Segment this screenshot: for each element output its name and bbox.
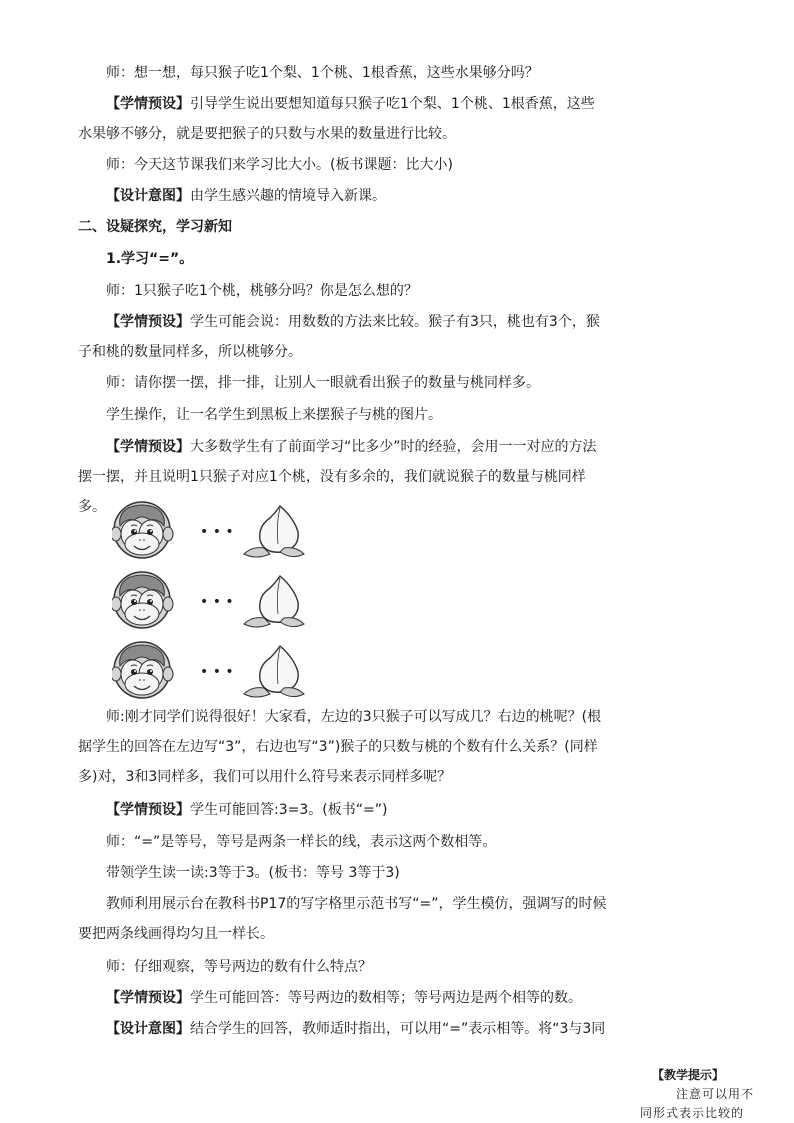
monkey-peach-illustration [112, 498, 312, 704]
paragraph [78, 307, 608, 367]
paragraph-text: 结合学生的回答，教师适时指出，可以用“=”表示相等。将“3与3同 [190, 1021, 606, 1037]
tag-label: 【设计意图】 [106, 1021, 190, 1037]
paragraph-text: 学生可能回答：等号两边的数相等；等号两边是两个相等的数。 [190, 990, 582, 1006]
connector-dots: • • • [200, 524, 234, 540]
paragraph-text: 学生可能会说：用数数的方法来比较。猴子有3只，桃也有3个，猴子和桃的数量同样多，所以桃够分。 [78, 314, 600, 360]
sidebar-text: 注意可以用不 [676, 1087, 755, 1101]
teaching-tip-sidebar [640, 1066, 770, 1123]
row-2 [112, 572, 304, 628]
paragraph: 师：想一想，每只猴子吃1个梨、1个桃、1根香蕉，这些水果够分吗？ [106, 65, 539, 81]
tag-label: 【学情预设】 [106, 990, 190, 1006]
paragraph: 师：1只猴子吃1个桃，桃够分吗？你是怎么想的？ [106, 283, 418, 299]
paragraph-text: 由学生感兴趣的情境导入新课。 [190, 188, 386, 204]
tag-label: 【设计意图】 [106, 188, 190, 204]
paragraph: 师：仔细观察，等号两边的数有什么特点？ [106, 959, 372, 975]
row-1 [112, 502, 304, 558]
paragraph-text: 大多数学生有了前面学习“比多少”时的经验，会用一一对应的方法摆一摆，并且说明1只猴子对应1个桃，没有多余的，我们就说猴子的数量与桃同样多。 [78, 439, 597, 515]
section-heading: 二、设疑探究，学习新知 [78, 219, 232, 235]
paragraph-text: 引导学生说出要想知道每只猴子吃1个梨、1个桃、1根香蕉，这些水果够不够分，就是要把猴子的只数与水果的数量进行比较。 [78, 96, 595, 142]
subsection-heading: 1.学习“=”。 [106, 251, 194, 267]
paragraph [78, 983, 608, 1013]
paragraph-text: 学生可能回答:3=3。(板书“=”) [190, 802, 388, 818]
paragraph: 师:刚才同学们说得很好！大家看，左边的3只猴子可以写成几？右边的桃呢？(根据学生的回答在左边写“3”，右边也写“3”)猴子的只数与桃的个数有什么关系？(同样多)对，3和3同样多，我们可以用什么符号来表示同样多呢？ [78, 709, 602, 785]
paragraph: 师：请你摆一摆，排一排，让别人一眼就看出猴子的数量与桃同样多。 [106, 375, 540, 391]
sidebar-text: 同形式表示比较的 [640, 1106, 745, 1120]
paragraph: 教师利用展示台在教科书P17的写字格里示范书写“=”，学生模仿，强调写的时候要把两条线画得均匀且一样长。 [78, 896, 607, 942]
paragraph [78, 181, 608, 211]
paragraph: 学生操作，让一名学生到黑板上来摆猴子与桃的图片。 [106, 407, 442, 423]
paragraph: 师：今天这节课我们来学习比大小。(板书课题：比大小) [106, 157, 453, 173]
tag-label: 【学情预设】 [106, 439, 190, 455]
tag-label: 【学情预设】 [106, 96, 190, 112]
tag-label: 【学情预设】 [106, 802, 190, 818]
paragraph: 带领学生读一读:3等于3。(板书：等号 3等于3) [106, 865, 400, 881]
sidebar-title: 【教学提示】 [652, 1068, 725, 1082]
paragraph [78, 1014, 608, 1044]
paragraph [78, 89, 608, 149]
paragraph [78, 795, 608, 825]
tag-label: 【学情预设】 [106, 314, 190, 330]
row-3 [112, 642, 304, 698]
connector-dots: • • • [200, 594, 234, 610]
connector-dots: • • • [200, 664, 234, 680]
paragraph: 师：“=”是等号，等号是两条一样长的线，表示这两个数相等。 [106, 834, 497, 850]
